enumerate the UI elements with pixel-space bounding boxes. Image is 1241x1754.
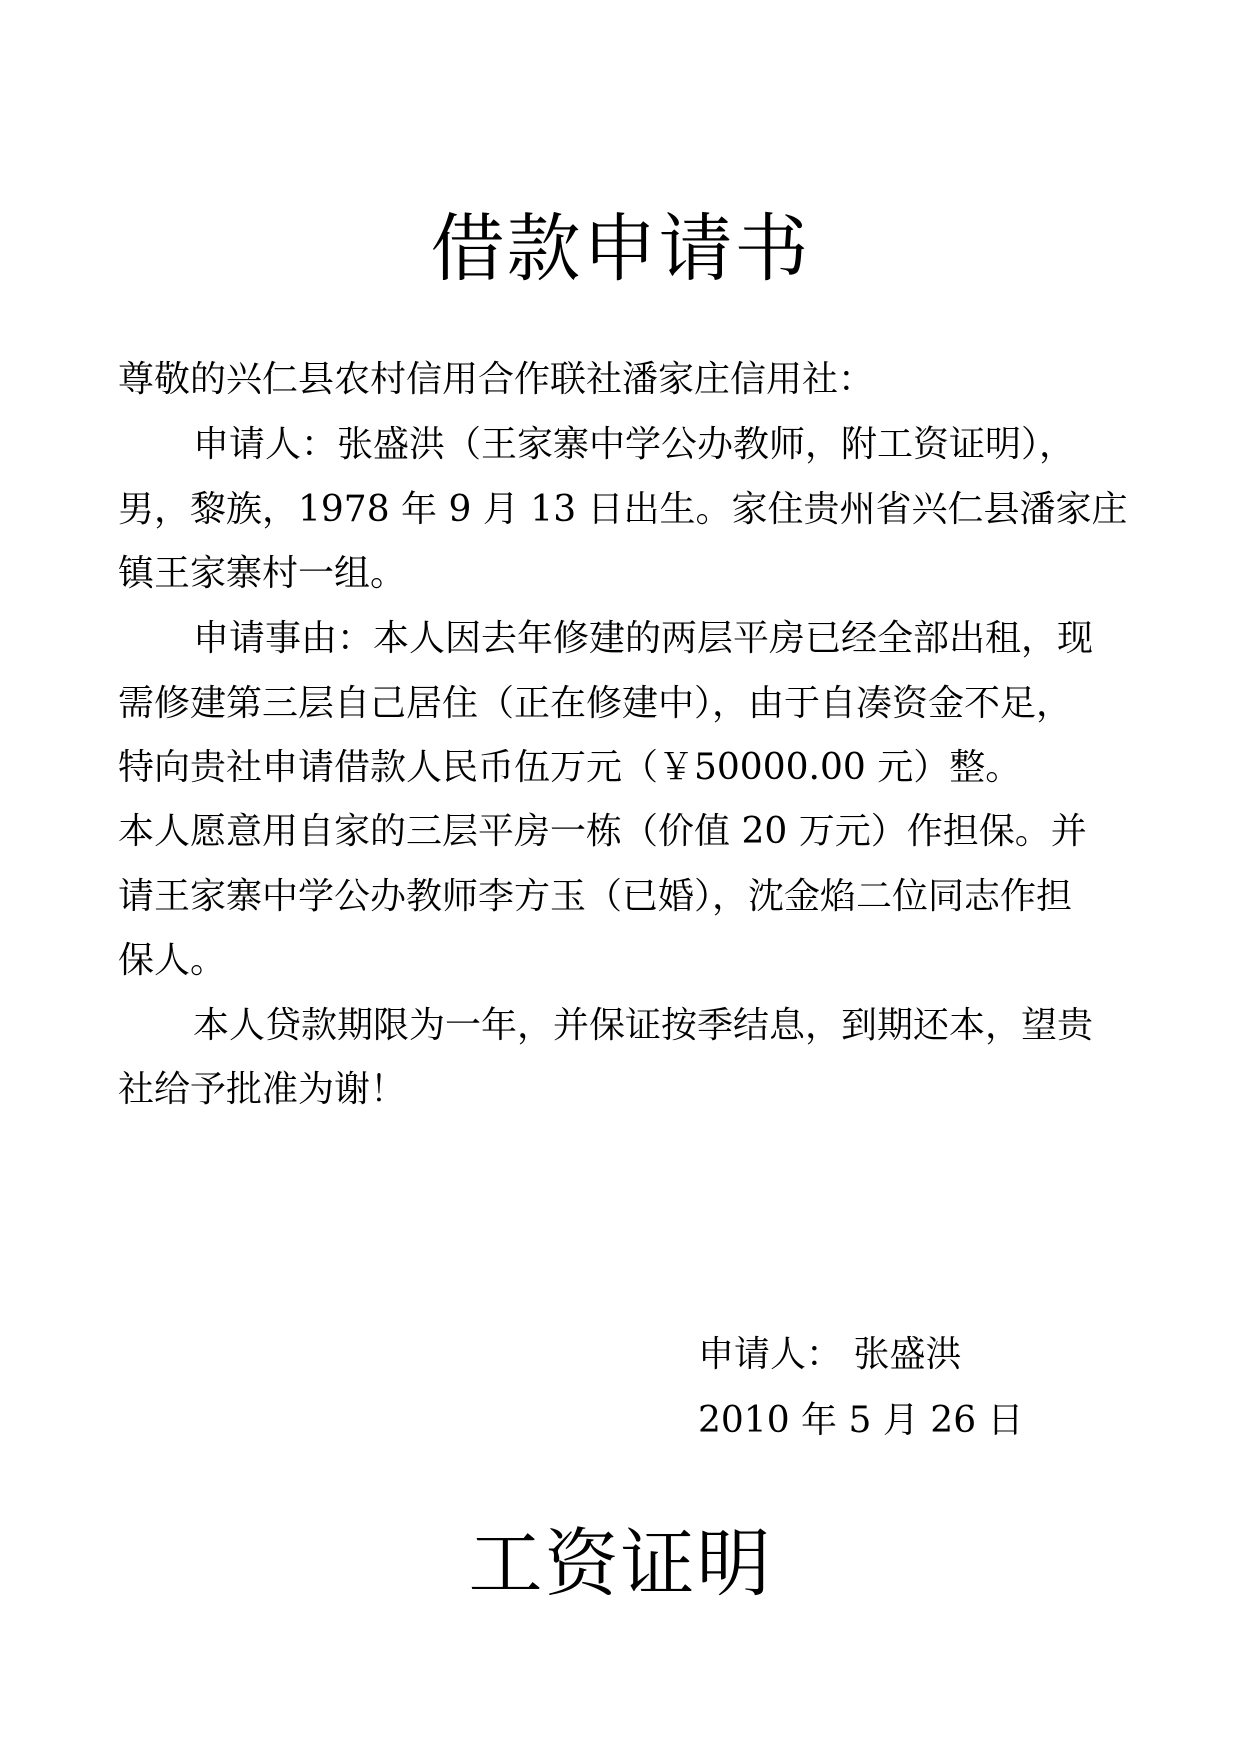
body-line: 本人愿意用自家的三层平房一栋（价值 20 万元）作担保。并	[118, 811, 1087, 852]
body-line: 申请事由：本人因去年修建的两层平房已经全部出租，现	[193, 618, 1094, 659]
body-line: 男，黎族，1978 年 9 月 13 日出生。家住贵州省兴仁县潘家庄	[118, 489, 1128, 530]
body-line: 保人。	[118, 940, 227, 981]
document-title: 借款申请书	[430, 206, 811, 292]
body-line: 请王家寨中学公办教师李方玉（已婚），沈金焰二位同志作担	[118, 876, 1073, 917]
body-line: 本人贷款期限为一年，并保证按季结息，到期还本，望贵	[193, 1005, 1094, 1046]
body-line: 申请人：张盛洪（王家寨中学公办教师，附工资证明），	[193, 424, 1076, 465]
body-line: 社给予批准为谢！	[118, 1069, 407, 1110]
body-line: 需修建第三层自己居住（正在修建中），由于自凑资金不足，	[118, 683, 1073, 724]
salary-certificate-title: 工资证明	[468, 1521, 773, 1607]
body-line: 特向贵社申请借款人民币伍万元（￥50000.00 元）整。	[118, 747, 1022, 788]
application-date: 2010 年 5 月 26 日	[698, 1400, 1024, 1441]
salutation: 尊敬的兴仁县农村信用合作联社潘家庄信用社：	[118, 359, 875, 400]
applicant-signature: 申请人： 张盛洪	[698, 1334, 962, 1375]
body-line: 镇王家寨村一组。	[118, 553, 407, 594]
